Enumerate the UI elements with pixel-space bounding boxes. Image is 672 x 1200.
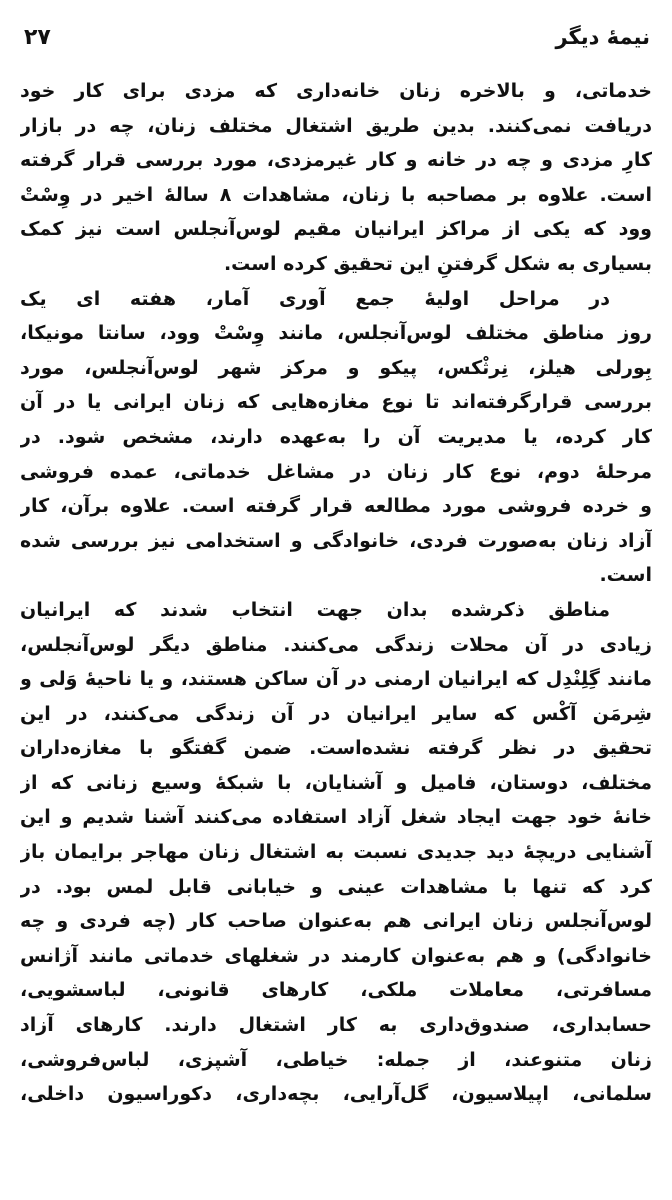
text-line: حسابداری، صندوق‌داری به کار اشتغال دارند. کارهای آزاد: [20, 1014, 652, 1037]
text-line: سلمانی، اپیلاسیون، گل‌آرایی، بچه‌داری، دکوراسیون داخلی،: [20, 1083, 652, 1106]
text-line: خانوادگی) و هم به‌عنوان کارمند در شغلهای خدماتی مانند آژانس: [20, 944, 652, 967]
text-line: آشنایی دریچهٔ دید جدیدی نسبت به اشتغال زنان مهاجر برایمان باز: [20, 841, 652, 864]
text-line: و خرده فروشی مورد مطالعه قرار گرفته است. علاوه برآن، کار: [20, 495, 652, 518]
text-line: بررسی قرارگرفته‌اند تا نوع مغازه‌هایی که زنان ایرانی یا در آن: [20, 391, 652, 414]
page-number: ۲۷: [24, 24, 51, 50]
text-line: دریافت نمی‌کنند. بدین طریق اشتغال مختلف زنان، چه در بازار: [20, 114, 652, 137]
text-line: خانهٔ خود جهت ایجاد شغل آزاد استفاده می‌کنند آشنا شدیم و این: [20, 806, 652, 829]
text-line: مانند گِلِنْدِل که ایرانیان ارمنی در آن ساکن هستند، و یا ناحیهٔ وَلی و: [20, 668, 652, 691]
page-header: [24, 16, 650, 58]
body-text: [20, 74, 652, 1112]
text-line: مناطق ذکرشده بدان جهت انتخاب شدند که ایرانیان: [20, 598, 610, 621]
text-line: تحقیق در نظر گرفته نشده‌است. ضمن گفتگو با مغازه‌داران: [20, 737, 652, 760]
text-line: مرحلهٔ دوم، نوع کار زنان در مشاغل خدماتی، عمده فروشی: [20, 460, 652, 483]
text-line: مختلف، دوستان، فامیل و آشنایان، با شبکهٔ وسیع زنانی که از: [20, 771, 652, 794]
text-line: وود که یکی از مراکز ایرانیان مقیم لوس‌آنجلس است نیز کمک: [20, 218, 652, 241]
running-title: نیمهٔ دیگر: [555, 25, 650, 49]
text-line: بسیاری به شکل گرفتنِ این تحقیق کرده است.: [223, 252, 652, 275]
text-line: کار کرده، یا مدیریت آن را به‌عهده دارند، مشخص شود. در: [20, 425, 652, 448]
text-line: زنان متنوعند، از جمله: خیاطی، آشپزی، لباس‌فروشی،: [20, 1048, 652, 1071]
text-line: مسافرتی، معاملات ملکی، کارهای قانونی، لباسشویی،: [20, 979, 652, 1002]
text-line: خدماتی، و بالاخره زنان خانه‌داری که مزدی برای کار خود: [20, 80, 652, 102]
text-line: است. علاوه بر مصاحبه با زنان، مشاهدات ۸ سالهٔ اخیر در وِسْتْ: [20, 183, 652, 206]
text-line: کرد که تنها با مشاهدات عینی و خیابانی قابل لمس بود. در: [20, 875, 652, 898]
text-line: بِورلی هیلز، نِرثْکس، پیکو و مرکز شهر لوس‌آنجلس، مورد: [20, 356, 652, 379]
text-line: کارِ مزدی و چه در خانه و کار غیرمزدی، مورد بررسی قرار گرفته: [20, 149, 652, 172]
text-line: روز مناطق مختلف لوس‌آنجلس، مانند وِسْتْ وود، سانتا مونیکا،: [20, 322, 652, 345]
text-line: آزاد زنان به‌صورت فردی، خانوادگی و استخدامی نیز بررسی شده: [20, 529, 652, 552]
text-line: لوس‌آنجلس زنان ایرانی هم به‌عنوان صاحب کار (چه فردی و چه: [20, 910, 652, 933]
text-line: شِرمَن آکْس که سایر ایرانیان در آن زندگی می‌کنند، در این: [20, 702, 652, 725]
text-line: است.: [599, 564, 652, 587]
text-line: زیادی در آن محلات زندگی می‌کنند. مناطق دیگر لوس‌آنجلس،: [20, 633, 652, 656]
text-line: در مراحل اولیهٔ جمع آوری آمار، هفته ای یک: [20, 287, 610, 310]
